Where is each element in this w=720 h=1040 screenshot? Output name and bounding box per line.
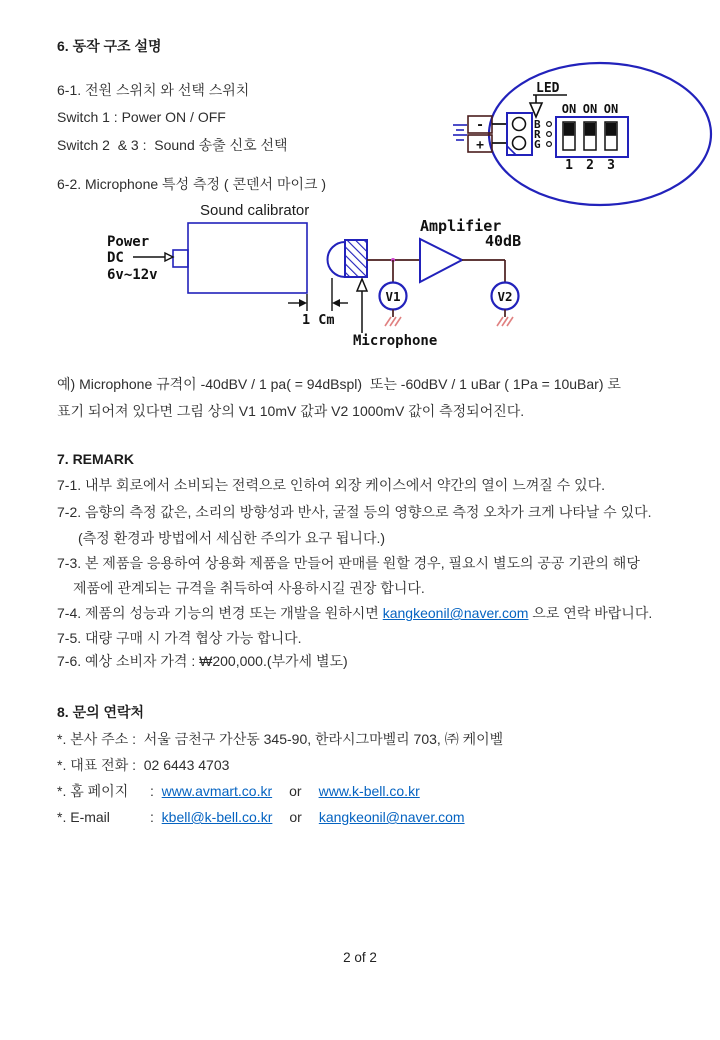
dip-switch-2[interactable] (584, 122, 596, 150)
homepage-colon: : (150, 783, 162, 799)
dip-switch-block (556, 102, 628, 173)
switch-number-2: 2 (586, 158, 594, 173)
led-label: LED (536, 81, 560, 96)
section7-heading: 7. REMARK (57, 451, 135, 467)
power-connector (173, 250, 188, 267)
microphone-symbol (328, 240, 367, 277)
dip-switch-3[interactable] (605, 122, 617, 150)
remark-item-4-suffix: 으로 연락 바랍니다. (528, 605, 653, 621)
email-colon: : (150, 809, 162, 825)
contact-email (57, 810, 465, 825)
remark-item-2: 7-2. 음향의 측정 값은, 소리의 방향성과 반사, 굴절 등의 영향으로 측정 오차가 크게 나타날 수 있다. (57, 504, 652, 520)
switch23-line: Switch 2 & 3 : Sound 송출 신호 선택 (57, 137, 288, 153)
power-label: Power (107, 234, 150, 250)
channel-b: B (534, 118, 541, 131)
battery-plus: + (476, 138, 484, 153)
sound-calibrator-box (188, 223, 307, 293)
dc-label: DC (107, 250, 124, 266)
voltage-label: 6v~12v (107, 267, 158, 283)
switch-number-1: 1 (565, 158, 573, 173)
channel-g: G (534, 138, 541, 151)
microphone-label: Microphone (353, 333, 438, 349)
ground-v2-icon (497, 317, 513, 326)
power-input-label (107, 234, 158, 283)
email-label: *. E-mail (57, 809, 110, 825)
homepage-label: *. 홈 페이지 (57, 783, 129, 799)
terminal-block (507, 113, 532, 155)
email-link-naver[interactable]: kangkeonil@naver.com (382, 605, 529, 621)
example-line-1: 예) Microphone 규격이 -40dBV / 1 pa( = 94dBspl) 또는 -60dBV / 1 uBar ( 1Pa = 10uBar) 로 (57, 376, 621, 392)
amplifier-label: Amplifier (420, 218, 502, 235)
battery-minus: - (476, 118, 484, 133)
remark-item-5: 7-5. 대량 구매 시 가격 협상 가능 합니다. (57, 630, 302, 646)
email-link-kbell[interactable]: kbell@k-bell.co.kr (161, 809, 273, 825)
section8-heading: 8. 문의 연락처 (57, 704, 145, 720)
power-arrow-icon (133, 253, 173, 261)
homepage-or: or (289, 783, 302, 799)
page-number: 2 of 2 (343, 950, 377, 965)
voltmeter-v2 (492, 283, 519, 327)
mic-measurement-diagram (95, 218, 550, 353)
section6-sub2: 6-2. Microphone 특성 측정 ( 콘덴서 마이크 ) (57, 176, 327, 192)
channel-r: R (534, 128, 541, 141)
v1-label: V1 (385, 289, 401, 304)
ground-v1-icon (385, 317, 401, 326)
led-channel-labels (534, 118, 551, 151)
switch-number-3: 3 (607, 158, 615, 173)
dip-switch-1[interactable] (563, 122, 575, 150)
amplifier-gain-label: 40dB (485, 232, 522, 250)
switch-panel-diagram (450, 55, 718, 210)
battery-icon (453, 116, 492, 153)
remark-item-1: 7-1. 내부 회로에서 소비되는 전력으로 인하여 외장 케이스에서 약간의 열이 느껴질 수 있다. (57, 477, 606, 493)
remark-item-4 (57, 606, 652, 621)
v2-label: V2 (497, 289, 513, 304)
distance-markers (288, 278, 348, 328)
remark-item-6: 7-6. 예상 소비자 가격 : ₩200,000.(부가세 별도) (57, 653, 348, 669)
amplifier-triangle (420, 239, 462, 282)
distance-label: 1 Cm (302, 312, 335, 328)
contact-address: *. 본사 주소 : 서울 금천구 가산동 345-90, 한라시그마벨리 703, ㈜ 케이벨 (57, 731, 504, 747)
example-line-2: 표기 되어져 있다면 그림 상의 V1 10mV 값과 V2 1000mV 값이 측정되어진다. (57, 403, 525, 419)
section6-heading: 6. 동작 구조 설명 (57, 38, 162, 54)
on-label-1: ON (561, 102, 577, 116)
voltmeter-v1 (380, 283, 407, 327)
email-or: or (289, 809, 302, 825)
remark-item-2b: (측정 환경과 방법에서 세심한 주의가 요구 됩니다.) (78, 530, 386, 546)
switch1-line: Switch 1 : Power ON / OFF (57, 109, 226, 125)
mic-arrow-icon (357, 279, 367, 291)
on-label-2: ON (582, 102, 598, 116)
remark-item-4-prefix: 7-4. 제품의 성능과 기능의 변경 또는 개발을 원하시면 (57, 605, 383, 621)
remark-item-3b: 제품에 관계되는 규격을 취득하여 사용하시길 권장 합니다. (73, 580, 425, 596)
section6-sub1: 6-1. 전원 스위치 와 선택 스위치 (57, 82, 250, 98)
email-link-naver-2[interactable]: kangkeonil@naver.com (318, 809, 465, 825)
homepage-link-kbell[interactable]: www.k-bell.co.kr (318, 783, 420, 799)
contact-phone: *. 대표 전화 : 02 6443 4703 (57, 757, 230, 773)
contact-homepage (57, 784, 420, 799)
remark-item-3: 7-3. 본 제품을 응용하여 상용화 제품을 만들어 판매를 원할 경우, 필요시 별도의 공공 기관의 해당 (57, 555, 640, 571)
on-label-3: ON (603, 102, 619, 116)
sound-calibrator-label: Sound calibrator (200, 202, 310, 219)
homepage-link-avmart[interactable]: www.avmart.co.kr (161, 783, 273, 799)
